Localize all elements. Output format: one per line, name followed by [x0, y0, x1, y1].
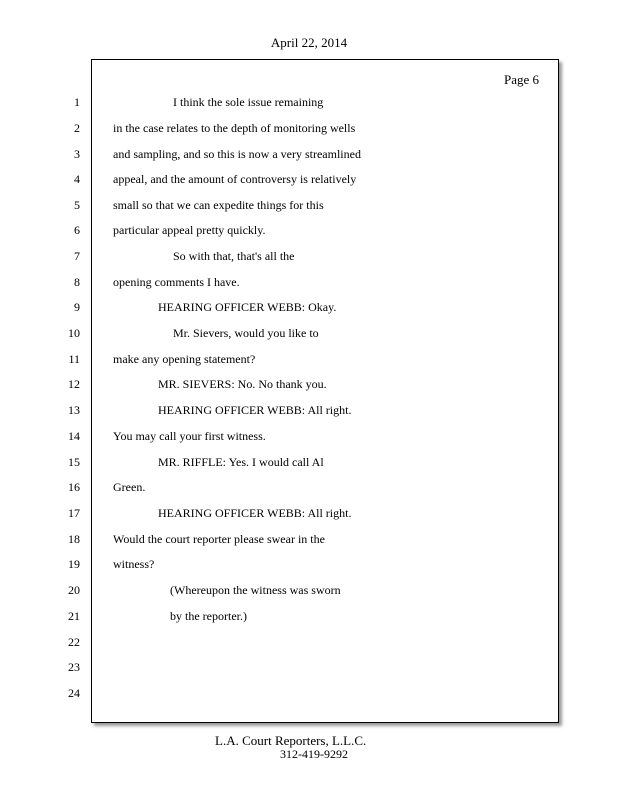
- line-text-20: (Whereupon the witness was sworn: [170, 583, 341, 597]
- line-number-15: 15: [68, 455, 80, 469]
- line-text-10: Mr. Sievers, would you like to: [173, 326, 319, 340]
- line-number-19: 19: [68, 557, 80, 571]
- line-number-10: 10: [68, 326, 80, 340]
- header-date: April 22, 2014: [270, 35, 348, 50]
- line-number-17: 17: [68, 506, 80, 520]
- line-text-2: in the case relates to the depth of monitoring wells: [113, 121, 356, 135]
- line-text-8: opening comments I have.: [113, 275, 240, 289]
- line-number-23: 23: [68, 660, 80, 674]
- line-number-22: 22: [68, 635, 80, 649]
- line-number-21: 21: [68, 609, 80, 623]
- line-number-16: 16: [68, 480, 80, 494]
- line-text-17: HEARING OFFICER WEBB: All right.: [158, 506, 352, 520]
- line-number-8: 8: [74, 275, 80, 289]
- line-text-1: I think the sole issue remaining: [173, 95, 324, 109]
- line-text-9: HEARING OFFICER WEBB: Okay.: [158, 300, 337, 314]
- line-number-3: 3: [74, 147, 80, 161]
- line-number-11: 11: [68, 352, 80, 366]
- line-number-12: 12: [68, 377, 80, 391]
- line-text-16: Green.: [113, 480, 146, 494]
- line-text-12: MR. SIEVERS: No. No thank you.: [158, 377, 327, 391]
- line-number-7: 7: [74, 249, 80, 263]
- line-text-7: So with that, that's all the: [173, 249, 295, 263]
- line-number-20: 20: [68, 583, 80, 597]
- line-text-6: particular appeal pretty quickly.: [113, 223, 266, 237]
- line-number-1: 1: [74, 95, 80, 109]
- line-number-2: 2: [74, 121, 80, 135]
- line-text-11: make any opening statement?: [113, 352, 256, 366]
- line-text-14: You may call your first witness.: [113, 429, 266, 443]
- footer-company: L.A. Court Reporters, L.L.C.: [215, 733, 367, 748]
- line-number-24: 24: [68, 686, 80, 700]
- line-number-5: 5: [74, 198, 80, 212]
- line-text-15: MR. RIFFLE: Yes. I would call Al: [158, 455, 324, 469]
- line-number-9: 9: [74, 300, 80, 314]
- footer-phone: 312-419-9292: [280, 747, 348, 761]
- line-text-3: and sampling, and so this is now a very streamlined: [113, 147, 361, 161]
- line-number-14: 14: [68, 429, 80, 443]
- line-text-21: by the reporter.): [170, 609, 247, 623]
- line-text-19: witness?: [113, 557, 155, 571]
- line-text-5: small so that we can expedite things for this: [113, 198, 324, 212]
- line-text-18: Would the court reporter please swear in the: [113, 532, 325, 546]
- line-number-4: 4: [74, 172, 80, 186]
- line-number-13: 13: [68, 403, 80, 417]
- line-number-18: 18: [68, 532, 80, 546]
- line-text-4: appeal, and the amount of controversy is relatively: [113, 172, 357, 186]
- line-number-6: 6: [74, 223, 80, 237]
- line-text-13: HEARING OFFICER WEBB: All right.: [158, 403, 352, 417]
- page-number: Page 6: [504, 72, 540, 87]
